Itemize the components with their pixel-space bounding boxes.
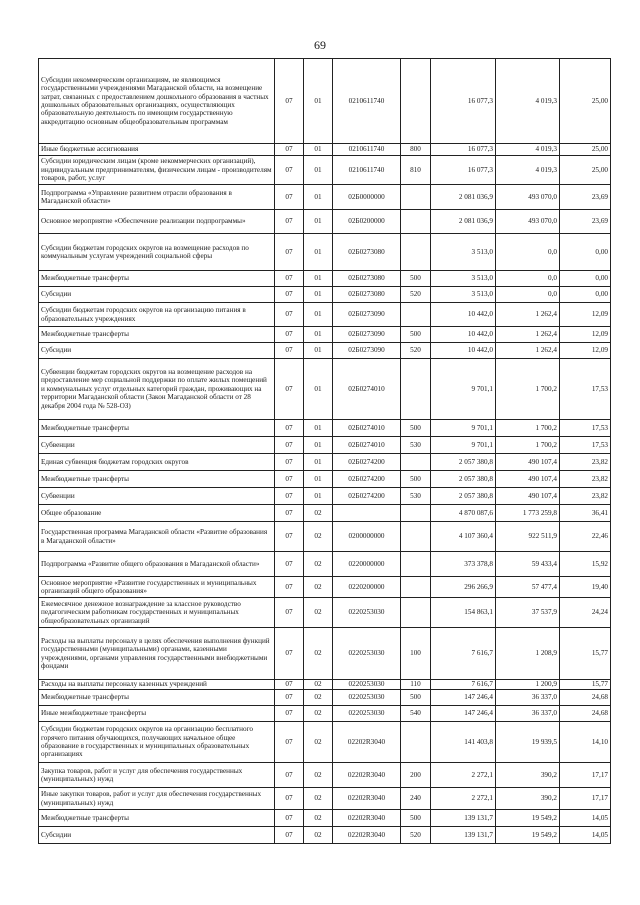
subsection-code-cell: 02 <box>304 552 333 577</box>
section-code-cell: 07 <box>275 628 304 680</box>
table-row <box>39 343 611 359</box>
planned-amount-cell: 4 107 360,4 <box>431 522 496 552</box>
expense-type-cell: 100 <box>401 628 431 680</box>
expense-type-cell: 530 <box>401 488 431 505</box>
planned-amount-cell: 7 616,7 <box>431 628 496 680</box>
planned-amount-cell: 16 077,3 <box>431 156 496 185</box>
executed-amount-cell: 1 262,4 <box>496 303 560 327</box>
expense-type-cell <box>401 185 431 210</box>
expense-type-cell <box>401 234 431 271</box>
target-item-cell: 02Б0274010 <box>333 359 401 420</box>
execution-percent-cell: 17,17 <box>560 763 611 788</box>
section-code-cell: 07 <box>275 420 304 437</box>
execution-percent-cell: 14,10 <box>560 722 611 763</box>
target-item-cell: 02Б0200000 <box>333 210 401 234</box>
expense-type-cell: 200 <box>401 763 431 788</box>
subsection-code-cell: 02 <box>304 722 333 763</box>
execution-percent-cell: 23,69 <box>560 210 611 234</box>
executed-amount-cell: 4 019,3 <box>496 156 560 185</box>
execution-percent-cell: 0,00 <box>560 287 611 303</box>
row-name-cell: Межбюджетные трансферты <box>39 420 275 437</box>
executed-amount-cell: 1 773 259,8 <box>496 505 560 522</box>
execution-percent-cell: 12,09 <box>560 343 611 359</box>
table-row <box>39 144 611 156</box>
execution-percent-cell: 25,00 <box>560 59 611 144</box>
subsection-code-cell: 01 <box>304 185 333 210</box>
subsection-code-cell: 02 <box>304 577 333 598</box>
planned-amount-cell: 7 616,7 <box>431 680 496 690</box>
subsection-code-cell: 02 <box>304 690 333 706</box>
section-code-cell: 07 <box>275 185 304 210</box>
execution-percent-cell: 24,68 <box>560 690 611 706</box>
target-item-cell: 02Б0274010 <box>333 420 401 437</box>
section-code-cell: 07 <box>275 303 304 327</box>
execution-percent-cell: 15,77 <box>560 680 611 690</box>
executed-amount-cell: 19 549,2 <box>496 810 560 827</box>
row-name-cell: Расходы на выплаты персоналу казенных учреждений <box>39 680 275 690</box>
expense-type-cell: 500 <box>401 471 431 488</box>
execution-percent-cell: 0,00 <box>560 271 611 287</box>
table-row <box>39 287 611 303</box>
row-name-cell: Общее образование <box>39 505 275 522</box>
expense-type-cell <box>401 552 431 577</box>
planned-amount-cell: 3 513,0 <box>431 271 496 287</box>
execution-percent-cell: 14,05 <box>560 810 611 827</box>
section-code-cell: 07 <box>275 156 304 185</box>
section-code-cell: 07 <box>275 788 304 810</box>
table-row <box>39 522 611 552</box>
table-row <box>39 628 611 680</box>
table-row <box>39 234 611 271</box>
execution-percent-cell: 25,00 <box>560 156 611 185</box>
section-code-cell: 07 <box>275 522 304 552</box>
expense-type-cell: 520 <box>401 827 431 844</box>
table-row <box>39 156 611 185</box>
executed-amount-cell: 37 537,9 <box>496 598 560 628</box>
planned-amount-cell: 2 057 380,8 <box>431 471 496 488</box>
section-code-cell: 07 <box>275 144 304 156</box>
row-name-cell: Субсидии бюджетам городских округов на организацию питания в образовательных учреждениях <box>39 303 275 327</box>
planned-amount-cell: 2 081 036,9 <box>431 185 496 210</box>
section-code-cell: 07 <box>275 234 304 271</box>
target-item-cell: 02Б0274200 <box>333 471 401 488</box>
execution-percent-cell: 12,09 <box>560 327 611 343</box>
row-name-cell: Межбюджетные трансферты <box>39 471 275 488</box>
execution-percent-cell: 23,82 <box>560 471 611 488</box>
table-row <box>39 706 611 722</box>
table-row <box>39 471 611 488</box>
expense-type-cell <box>401 722 431 763</box>
execution-percent-cell: 24,24 <box>560 598 611 628</box>
subsection-code-cell: 01 <box>304 144 333 156</box>
row-name-cell: Межбюджетные трансферты <box>39 690 275 706</box>
expense-type-cell <box>401 454 431 471</box>
target-item-cell: 02202R3040 <box>333 763 401 788</box>
section-code-cell: 07 <box>275 680 304 690</box>
table-row <box>39 577 611 598</box>
target-item-cell: 02Б0273080 <box>333 287 401 303</box>
expense-type-cell: 800 <box>401 144 431 156</box>
target-item-cell: 0200000000 <box>333 522 401 552</box>
row-name-cell: Подпрограмма «Развитие общего образования в Магаданской области» <box>39 552 275 577</box>
table-row <box>39 210 611 234</box>
subsection-code-cell: 01 <box>304 234 333 271</box>
executed-amount-cell: 1 700,2 <box>496 359 560 420</box>
planned-amount-cell: 3 513,0 <box>431 287 496 303</box>
section-code-cell: 07 <box>275 552 304 577</box>
expense-type-cell: 500 <box>401 271 431 287</box>
executed-amount-cell: 493 070,0 <box>496 210 560 234</box>
execution-percent-cell: 22,46 <box>560 522 611 552</box>
row-name-cell: Подпрограмма «Управление развитием отрасли образования в Магаданской области» <box>39 185 275 210</box>
section-code-cell: 07 <box>275 287 304 303</box>
executed-amount-cell: 490 107,4 <box>496 454 560 471</box>
executed-amount-cell: 390,2 <box>496 763 560 788</box>
section-code-cell: 07 <box>275 454 304 471</box>
planned-amount-cell: 4 870 087,6 <box>431 505 496 522</box>
planned-amount-cell: 10 442,0 <box>431 343 496 359</box>
planned-amount-cell: 2 057 380,8 <box>431 454 496 471</box>
target-item-cell: 02Б0274200 <box>333 454 401 471</box>
execution-percent-cell: 25,00 <box>560 144 611 156</box>
expense-type-cell: 500 <box>401 690 431 706</box>
execution-percent-cell: 0,00 <box>560 234 611 271</box>
planned-amount-cell: 154 863,1 <box>431 598 496 628</box>
target-item-cell: 02Б0273080 <box>333 234 401 271</box>
row-name-cell: Единая субвенция бюджетам городских округов <box>39 454 275 471</box>
subsection-code-cell: 01 <box>304 343 333 359</box>
page-number: 69 <box>314 38 326 52</box>
executed-amount-cell: 4 019,3 <box>496 144 560 156</box>
row-name-cell: Основное мероприятие «Развитие государственных и муниципальных организаций общего образования» <box>39 577 275 598</box>
subsection-code-cell: 01 <box>304 488 333 505</box>
subsection-code-cell: 01 <box>304 437 333 454</box>
planned-amount-cell: 147 246,4 <box>431 706 496 722</box>
target-item-cell: 0220253030 <box>333 628 401 680</box>
expense-type-cell: 500 <box>401 810 431 827</box>
expense-type-cell <box>401 59 431 144</box>
row-name-cell: Субсидии <box>39 343 275 359</box>
subsection-code-cell: 01 <box>304 59 333 144</box>
target-item-cell: 0220253030 <box>333 706 401 722</box>
target-item-cell: 02202R3040 <box>333 810 401 827</box>
executed-amount-cell: 1 208,9 <box>496 628 560 680</box>
execution-percent-cell: 12,09 <box>560 303 611 327</box>
section-code-cell: 07 <box>275 271 304 287</box>
executed-amount-cell: 4 019,3 <box>496 59 560 144</box>
row-name-cell: Расходы на выплаты персоналу в целях обеспечения выполнения функций государственными (муниципальными) органами, казенными учреждениями, органами управления государственными внебюджетными фондами <box>39 628 275 680</box>
subsection-code-cell: 01 <box>304 287 333 303</box>
row-name-cell: Субвенции <box>39 488 275 505</box>
executed-amount-cell: 36 337,0 <box>496 706 560 722</box>
row-name-cell: Ежемесячное денежное вознаграждение за классное руководство педагогическим работникам государственных и муниципальных общеобразовательных организаций <box>39 598 275 628</box>
executed-amount-cell: 490 107,4 <box>496 471 560 488</box>
subsection-code-cell: 02 <box>304 522 333 552</box>
table-row <box>39 185 611 210</box>
expense-type-cell: 500 <box>401 420 431 437</box>
execution-percent-cell: 24,68 <box>560 706 611 722</box>
section-code-cell: 07 <box>275 210 304 234</box>
executed-amount-cell: 1 200,9 <box>496 680 560 690</box>
section-code-cell: 07 <box>275 577 304 598</box>
planned-amount-cell: 139 131,7 <box>431 827 496 844</box>
expense-type-cell: 520 <box>401 343 431 359</box>
table-row <box>39 810 611 827</box>
table-row <box>39 598 611 628</box>
planned-amount-cell: 373 378,8 <box>431 552 496 577</box>
subsection-code-cell: 02 <box>304 788 333 810</box>
executed-amount-cell: 0,0 <box>496 271 560 287</box>
planned-amount-cell: 147 246,4 <box>431 690 496 706</box>
section-code-cell: 07 <box>275 690 304 706</box>
planned-amount-cell: 16 077,3 <box>431 144 496 156</box>
table-row <box>39 722 611 763</box>
row-name-cell: Субсидии некоммерческим организациям, не являющимся государственными учреждениями Магаданской области, на возмещение затрат, связанных с предоставлением дошкольного образования в частных дошкольных образовательных организациях, осуществляющих образовательную деятельность по имеющим государственную аккредитацию основным общеобразовательным программам <box>39 59 275 144</box>
execution-percent-cell: 23,69 <box>560 185 611 210</box>
execution-percent-cell: 36,41 <box>560 505 611 522</box>
planned-amount-cell: 2 081 036,9 <box>431 210 496 234</box>
executed-amount-cell: 490 107,4 <box>496 488 560 505</box>
executed-amount-cell: 36 337,0 <box>496 690 560 706</box>
target-item-cell: 02Б0273080 <box>333 271 401 287</box>
row-name-cell: Субсидии <box>39 287 275 303</box>
planned-amount-cell: 296 266,9 <box>431 577 496 598</box>
section-code-cell: 07 <box>275 763 304 788</box>
row-name-cell: Субсидии юридическим лицам (кроме некоммерческих организаций), индивидуальным предпринимателям, физическим лицам - производителям товаров, работ, услуг <box>39 156 275 185</box>
section-code-cell: 07 <box>275 471 304 488</box>
section-code-cell: 07 <box>275 810 304 827</box>
section-code-cell: 07 <box>275 327 304 343</box>
row-name-cell: Государственная программа Магаданской области «Развитие образования в Магаданской области» <box>39 522 275 552</box>
expense-type-cell <box>401 598 431 628</box>
table-row <box>39 680 611 690</box>
target-item-cell: 02Б0273090 <box>333 343 401 359</box>
subsection-code-cell: 02 <box>304 628 333 680</box>
row-name-cell: Межбюджетные трансферты <box>39 810 275 827</box>
row-name-cell: Иные закупки товаров, работ и услуг для обеспечения государственных (муниципальных) нужд <box>39 788 275 810</box>
expense-type-cell: 110 <box>401 680 431 690</box>
planned-amount-cell: 9 701,1 <box>431 359 496 420</box>
target-item-cell: 0210611740 <box>333 156 401 185</box>
table-row <box>39 359 611 420</box>
subsection-code-cell: 01 <box>304 271 333 287</box>
target-item-cell: 02202R3040 <box>333 827 401 844</box>
executed-amount-cell: 59 433,4 <box>496 552 560 577</box>
target-item-cell: 02Б0274010 <box>333 437 401 454</box>
execution-percent-cell: 15,92 <box>560 552 611 577</box>
target-item-cell: 0220253030 <box>333 598 401 628</box>
subsection-code-cell: 01 <box>304 303 333 327</box>
subsection-code-cell: 02 <box>304 680 333 690</box>
planned-amount-cell: 141 403,8 <box>431 722 496 763</box>
row-name-cell: Межбюджетные трансферты <box>39 327 275 343</box>
expense-type-cell: 500 <box>401 327 431 343</box>
table-row <box>39 420 611 437</box>
executed-amount-cell: 0,0 <box>496 287 560 303</box>
expense-type-cell <box>401 505 431 522</box>
section-code-cell: 07 <box>275 827 304 844</box>
planned-amount-cell: 139 131,7 <box>431 810 496 827</box>
table-row <box>39 505 611 522</box>
table-row <box>39 437 611 454</box>
section-code-cell: 07 <box>275 722 304 763</box>
target-item-cell: 02202R3040 <box>333 722 401 763</box>
expense-type-cell: 520 <box>401 287 431 303</box>
section-code-cell: 07 <box>275 359 304 420</box>
execution-percent-cell: 17,53 <box>560 437 611 454</box>
table-row <box>39 454 611 471</box>
target-item-cell: 02Б0273090 <box>333 327 401 343</box>
subsection-code-cell: 02 <box>304 763 333 788</box>
subsection-code-cell: 02 <box>304 706 333 722</box>
target-item-cell: 02202R3040 <box>333 788 401 810</box>
row-name-cell: Иные бюджетные ассигнования <box>39 144 275 156</box>
subsection-code-cell: 02 <box>304 827 333 844</box>
subsection-code-cell: 01 <box>304 156 333 185</box>
target-item-cell: 0220000000 <box>333 552 401 577</box>
row-name-cell: Субвенции <box>39 437 275 454</box>
section-code-cell: 07 <box>275 505 304 522</box>
target-item-cell: 0220253030 <box>333 680 401 690</box>
executed-amount-cell: 922 511,9 <box>496 522 560 552</box>
section-code-cell: 07 <box>275 59 304 144</box>
subsection-code-cell: 01 <box>304 454 333 471</box>
target-item-cell: 02Б0000000 <box>333 185 401 210</box>
planned-amount-cell: 10 442,0 <box>431 327 496 343</box>
subsection-code-cell: 01 <box>304 327 333 343</box>
table-row <box>39 788 611 810</box>
expense-type-cell: 810 <box>401 156 431 185</box>
budget-table <box>38 58 611 844</box>
section-code-cell: 07 <box>275 598 304 628</box>
expense-type-cell <box>401 359 431 420</box>
execution-percent-cell: 23,82 <box>560 488 611 505</box>
planned-amount-cell: 3 513,0 <box>431 234 496 271</box>
subsection-code-cell: 02 <box>304 810 333 827</box>
executed-amount-cell: 57 477,4 <box>496 577 560 598</box>
execution-percent-cell: 19,40 <box>560 577 611 598</box>
subsection-code-cell: 01 <box>304 471 333 488</box>
table-row <box>39 271 611 287</box>
executed-amount-cell: 1 262,4 <box>496 343 560 359</box>
execution-percent-cell: 14,05 <box>560 827 611 844</box>
subsection-code-cell: 02 <box>304 505 333 522</box>
table-row <box>39 303 611 327</box>
planned-amount-cell: 9 701,1 <box>431 420 496 437</box>
subsection-code-cell: 01 <box>304 210 333 234</box>
execution-percent-cell: 17,53 <box>560 420 611 437</box>
table-row <box>39 59 611 144</box>
executed-amount-cell: 390,2 <box>496 788 560 810</box>
planned-amount-cell: 9 701,1 <box>431 437 496 454</box>
planned-amount-cell: 2 272,1 <box>431 788 496 810</box>
table-row <box>39 327 611 343</box>
table-row <box>39 552 611 577</box>
executed-amount-cell: 1 700,2 <box>496 420 560 437</box>
target-item-cell: 0210611740 <box>333 144 401 156</box>
executed-amount-cell: 19 549,2 <box>496 827 560 844</box>
subsection-code-cell: 02 <box>304 598 333 628</box>
expense-type-cell: 540 <box>401 706 431 722</box>
section-code-cell: 07 <box>275 343 304 359</box>
expense-type-cell <box>401 577 431 598</box>
expense-type-cell <box>401 210 431 234</box>
planned-amount-cell: 16 077,3 <box>431 59 496 144</box>
row-name-cell: Субсидии бюджетам городских округов на возмещение расходов по коммунальным услугам учреждений социальной сферы <box>39 234 275 271</box>
section-code-cell: 07 <box>275 488 304 505</box>
subsection-code-cell: 01 <box>304 359 333 420</box>
executed-amount-cell: 493 070,0 <box>496 185 560 210</box>
target-item-cell <box>333 505 401 522</box>
target-item-cell: 02Б0273090 <box>333 303 401 327</box>
table-row <box>39 488 611 505</box>
row-name-cell: Субвенции бюджетам городских округов на возмещение расходов на предоставление мер социальной поддержки по оплате жилых помещений и коммунальных услуг отдельных категорий граждан, проживающих на территории Магаданской области (Закон Магаданской области от 28 декабря 2004 года № 528-ОЗ) <box>39 359 275 420</box>
expense-type-cell: 530 <box>401 437 431 454</box>
row-name-cell: Закупка товаров, работ и услуг для обеспечения государственных (муниципальных) нужд <box>39 763 275 788</box>
executed-amount-cell: 1 700,2 <box>496 437 560 454</box>
table-row <box>39 763 611 788</box>
subsection-code-cell: 01 <box>304 420 333 437</box>
row-name-cell: Основное мероприятие «Обеспечение реализации подпрограммы» <box>39 210 275 234</box>
row-name-cell: Субсидии <box>39 827 275 844</box>
expense-type-cell <box>401 303 431 327</box>
executed-amount-cell: 19 939,5 <box>496 722 560 763</box>
execution-percent-cell: 23,82 <box>560 454 611 471</box>
section-code-cell: 07 <box>275 706 304 722</box>
planned-amount-cell: 2 272,1 <box>431 763 496 788</box>
expense-type-cell: 240 <box>401 788 431 810</box>
table-row <box>39 690 611 706</box>
execution-percent-cell: 17,53 <box>560 359 611 420</box>
execution-percent-cell: 15,77 <box>560 628 611 680</box>
row-name-cell: Субсидии бюджетам городских округов на организацию бесплатного горячего питания обучающихся, получающих начальное общее образование в государственных и муниципальных образовательных организациях <box>39 722 275 763</box>
planned-amount-cell: 2 057 380,8 <box>431 488 496 505</box>
section-code-cell: 07 <box>275 437 304 454</box>
target-item-cell: 0220253030 <box>333 690 401 706</box>
row-name-cell: Иные межбюджетные трансферты <box>39 706 275 722</box>
executed-amount-cell: 1 262,4 <box>496 327 560 343</box>
execution-percent-cell: 17,17 <box>560 788 611 810</box>
row-name-cell: Межбюджетные трансферты <box>39 271 275 287</box>
expense-type-cell <box>401 522 431 552</box>
executed-amount-cell: 0,0 <box>496 234 560 271</box>
planned-amount-cell: 10 442,0 <box>431 303 496 327</box>
target-item-cell: 0210611740 <box>333 59 401 144</box>
table-row <box>39 827 611 844</box>
target-item-cell: 0220200000 <box>333 577 401 598</box>
target-item-cell: 02Б0274200 <box>333 488 401 505</box>
